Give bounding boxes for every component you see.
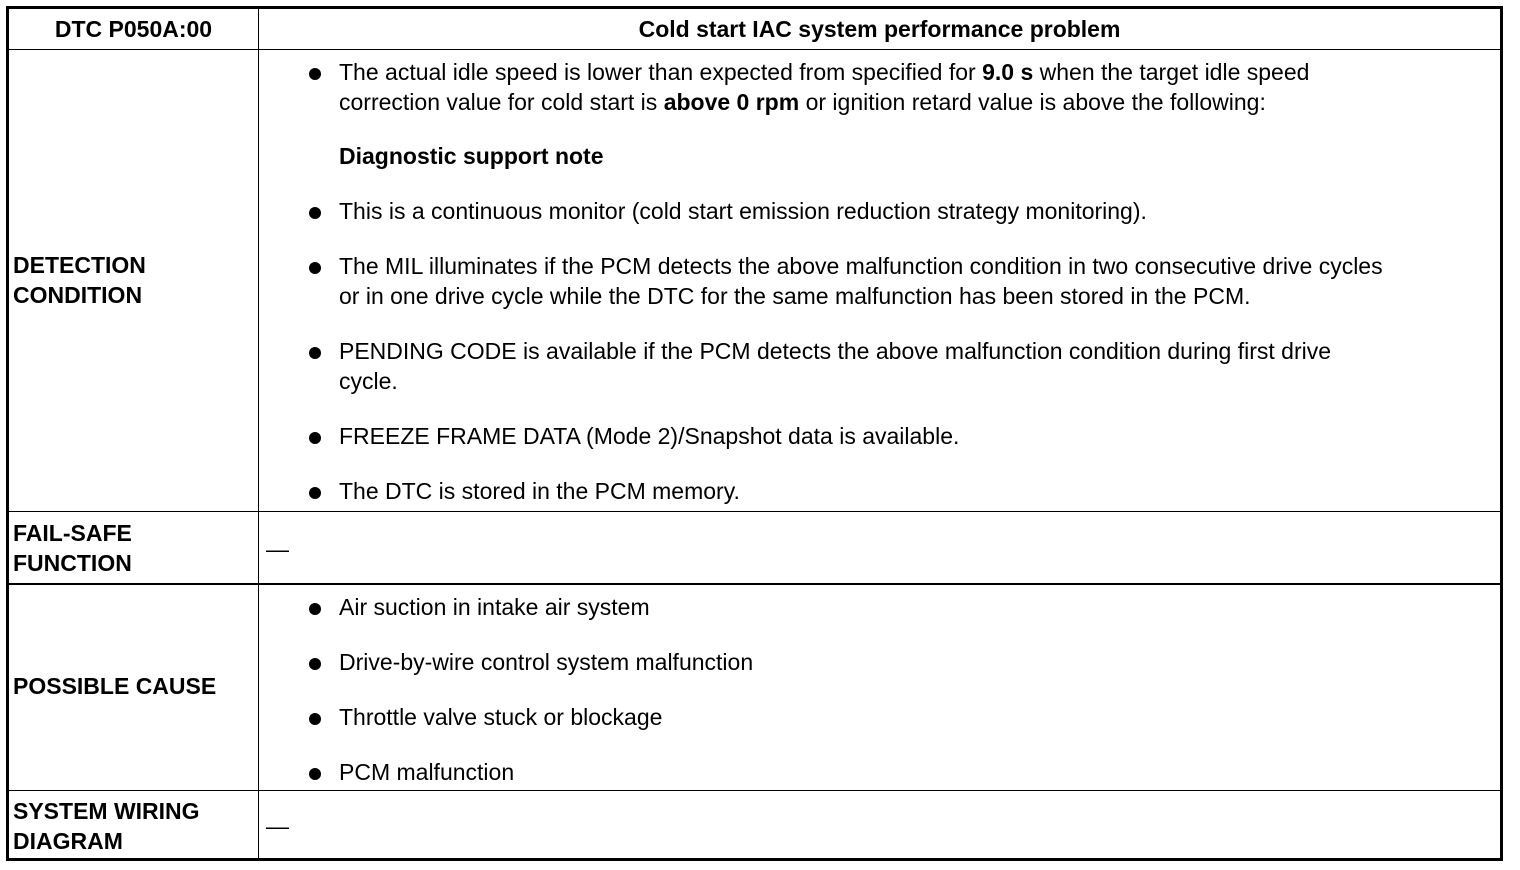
possible-cause-row (9, 585, 1500, 791)
detection-text-part: or ignition retard value is above the following: (799, 89, 1266, 115)
support-note-item: This is a continuous monitor (cold start emission reduction strategy monitoring). (339, 198, 1147, 224)
detection-condition-row (9, 50, 1500, 512)
system-wiring-row (9, 791, 1500, 858)
fail-safe-value: — (266, 536, 289, 562)
bullet-icon (309, 262, 321, 274)
system-wiring-value: — (266, 813, 289, 839)
detection-time-value: 9.0 s (982, 59, 1034, 85)
bullet-icon (309, 347, 321, 359)
column-divider (258, 585, 259, 790)
support-note-item: PENDING CODE is available if the PCM detects the above malfunction condition during first drive cycle. (339, 338, 1331, 394)
possible-cause-label: POSSIBLE CAUSE (13, 673, 217, 699)
dtc-title: Cold start IAC system performance problem (638, 15, 1121, 42)
bullet-icon (309, 487, 321, 499)
bullet-icon (309, 603, 321, 615)
bullet-icon (309, 432, 321, 444)
dtc-table (6, 6, 1503, 861)
support-note-item: The DTC is stored in the PCM memory. (339, 478, 740, 504)
column-divider (258, 512, 259, 583)
detection-text-part: when the target idle speed (1033, 59, 1310, 85)
detection-condition-text (339, 57, 1309, 117)
possible-cause-item: PCM malfunction (339, 759, 515, 785)
header-row (9, 9, 1500, 50)
detection-rpm-value: above 0 rpm (663, 89, 800, 115)
bullet-icon (309, 207, 321, 219)
detection-text-part: The actual idle speed is lower than expected from specified for (339, 59, 983, 85)
fail-safe-label: FAIL-SAFE FUNCTION (13, 520, 132, 576)
bullet-icon (309, 768, 321, 780)
detection-condition-label: DETECTION CONDITION (13, 252, 146, 308)
detection-text-part: correction value for cold start is (339, 89, 664, 115)
support-note-item: FREEZE FRAME DATA (Mode 2)/Snapshot data is available. (339, 423, 960, 449)
fail-safe-row (9, 512, 1500, 585)
possible-cause-item: Drive-by-wire control system malfunction (339, 649, 754, 675)
system-wiring-label: SYSTEM WIRING DIAGRAM (13, 798, 200, 854)
support-note-heading: Diagnostic support note (339, 143, 604, 169)
column-divider (258, 50, 259, 511)
column-divider (258, 791, 259, 858)
possible-cause-item: Throttle valve stuck or blockage (339, 704, 663, 730)
dtc-code: DTC P050A:00 (54, 15, 213, 42)
possible-cause-item: Air suction in intake air system (339, 594, 650, 620)
bullet-icon (309, 713, 321, 725)
support-note-item: The MIL illuminates if the PCM detects the above malfunction condition in two consecutive drive cycles or in one drive cycle while the DTC for the same malfunction has been stored in the PCM. (339, 253, 1383, 309)
bullet-icon (309, 658, 321, 670)
bullet-icon (309, 68, 321, 80)
